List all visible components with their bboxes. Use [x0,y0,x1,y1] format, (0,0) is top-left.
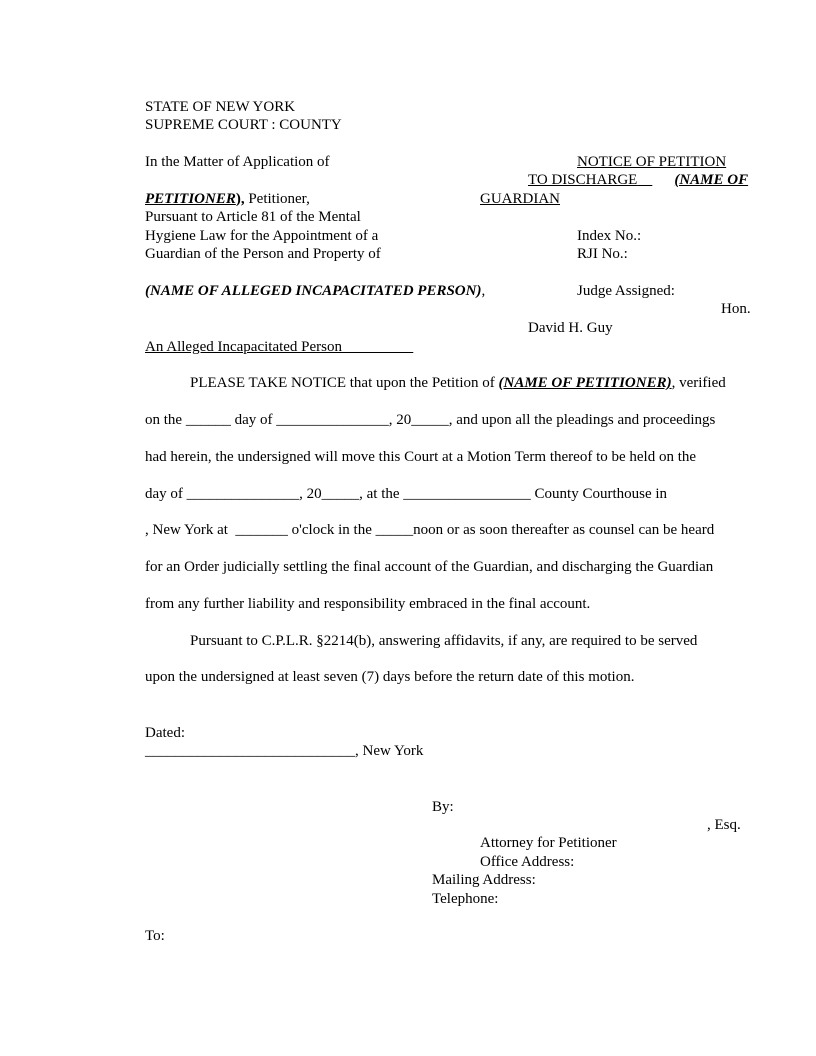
p1-tail: , verified [671,375,726,391]
court-name: SUPREME COURT : COUNTY [145,117,342,133]
body-line-6: for an Order judicially settling the final account of the Guardian, and discharging the Guardian [145,559,714,575]
title-line-3: GUARDIAN [480,191,560,207]
telephone-label: Telephone: [432,891,499,907]
body-paragraph-2-line-2: upon the undersigned at least seven (7) days before the return date of this motion. [145,669,635,685]
rji-number-label: RJI No.: [577,246,628,262]
article-line-1: Pursuant to Article 81 of the Mental [145,209,361,225]
matter-line: In the Matter of Application of [145,154,330,170]
body-line-3: had herein, the undersigned will move this Court at a Motion Term thereof to be held on the [145,449,697,465]
body-paragraph-1-line-1 [190,374,726,392]
title-line-1: NOTICE OF PETITION [577,154,727,170]
aip-role-text: An Alleged Incapacitated Person [145,339,343,355]
to-label: To: [145,928,165,944]
petitioner-placeholder: PETITIONER [145,191,236,207]
title-discharge: TO DISCHARGE [528,172,638,188]
guardian-placeholder: (NAME OF [674,172,749,188]
dated-location-line: ____________________________, New York [145,743,424,759]
attorney-role: Attorney for Petitioner [480,835,617,851]
judge-hon: Hon. [721,301,751,317]
aip-placeholder: (NAME OF ALLEGED INCAPACITATED PERSON) [145,283,482,299]
by-label: By: [432,799,454,815]
p1-lead: PLEASE TAKE NOTICE that upon the Petition of [190,375,499,391]
petitioner-suffix: ), [235,191,245,207]
index-number-label: Index No.: [577,228,642,244]
p1-petitioner-placeholder: (NAME OF PETITIONER) [498,375,672,391]
esq-suffix: , Esq. [707,817,741,833]
article-line-3: Guardian of the Person and Property of [145,246,381,262]
title-line-2 [528,171,748,189]
aip-role [145,338,413,356]
article-line-2: Hygiene Law for the Appointment of a [145,228,379,244]
body-paragraph-2-line-1: Pursuant to C.P.L.R. §2214(b), answering affidavits, if any, are required to be served [190,633,698,649]
body-line-7: from any further liability and responsibility embraced in the final account. [145,596,591,612]
petitioner-line [145,190,310,208]
body-line-2: on the ______ day of _______________, 20_____, and upon all the pleadings and proceedings [145,412,716,428]
aip-comma: , [481,283,486,299]
judge-name: David H. Guy [528,320,613,336]
mailing-address-label: Mailing Address: [432,872,536,888]
judge-assigned-label: Judge Assigned: [577,283,675,299]
aip-line [145,282,485,300]
court-state: STATE OF NEW YORK [145,99,296,115]
body-line-5: , New York at _______ o'clock in the _____noon or as soon thereafter as counsel can be heard [145,522,715,538]
title-gap [637,172,652,188]
aip-role-fill [342,339,413,355]
petitioner-role: Petitioner, [244,191,310,207]
body-line-4: day of _______________, 20_____, at the _________________ County Courthouse in [145,486,668,502]
office-address-label: Office Address: [480,854,575,870]
dated-label: Dated: [145,725,185,741]
